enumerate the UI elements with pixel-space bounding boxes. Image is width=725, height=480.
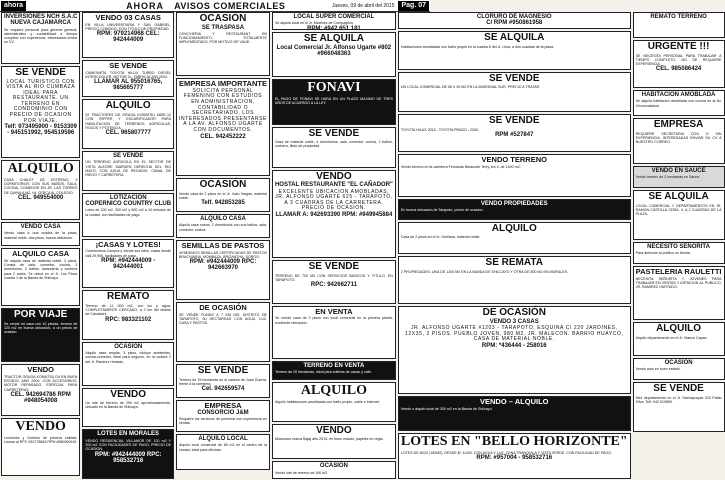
ad-body: LOCAL COMERCIAL Y DEPARTAMENTOS EN JR. RAMON CASTILLA CDRA. 4, A 2 CUADRAS DE LA PLAZA. (635, 203, 722, 217)
classified-ad (176, 302, 270, 362)
classified-ad (82, 99, 174, 149)
ad-title: CLORURO DE MAGNESIO (476, 14, 552, 20)
ad-body: Lechones y Gorritos de primera calidad. Llamar al RPC 991778863 RPM #980060915 (4, 435, 78, 444)
ad-title: SE ALQUILA (484, 32, 545, 44)
ad-body: Alquilo casa amplia, 3 pisos, incluye ambientes, cocina-comedor, ideal para negocio, en la cuadra 2 del Jr. Ramirez Hurtado. (85, 351, 172, 364)
ad-body: Lotes de 200 m2, 300 m2 y 500 m2 a 10 minutos de la ciudad, con facilidades de pago. (85, 208, 172, 217)
ad-body: En buena ubicacion de Tarapoto, precio de ocasion. (400, 207, 484, 212)
ad-body: UN TERRENO AGRICOLA EN EL SECTOR DE VISTA ALEGRE MARGEN DERECHA DEL RIO MAYO, CON AGUA DE REGADIO, CANAL DE RIEGO Y CARRETERA. (85, 160, 172, 178)
classified-ad (176, 178, 270, 212)
ad-title: SE VENDE (308, 261, 360, 273)
classified-ad (633, 358, 725, 380)
ad-title: VENDO (316, 170, 352, 182)
ad-body: UN LOCAL COMERCIAL DE 08 X 30 M2 EN LA MARGINAL SUR, PRECIO A TRATAR. (400, 85, 541, 90)
ad-title: VENDO EN SAUCE (651, 168, 706, 174)
ad-phone: RPM: 979214968 CEL: 942444009 (96, 31, 160, 44)
column-4 (272, 12, 396, 479)
ad-subtitle: SE TRASPASA (201, 24, 245, 31)
classified-ad (398, 433, 631, 479)
classified-ad (176, 240, 270, 300)
column-6 (633, 12, 725, 479)
ad-title: ALQUILO (300, 383, 367, 399)
ad-phone: CEL. 942694786 RPM #948054008 (10, 392, 71, 405)
ad-phone: RPM: #942444009 RPC: 942663970 (189, 259, 257, 272)
ad-title: ALQUILO (656, 323, 702, 334)
ad-title: SE ALQUILA (303, 33, 364, 44)
ad-title: SE REMATA (485, 257, 543, 269)
ad-body: CAMIONETA TOYOTA HILUX TURBO DIESEL INTERCOOLER, MOTOR 3L, FABRICACION 2003. (85, 70, 172, 79)
ad-body: Terreno de 11 000 m2, con luz y agua, COMPLETAMENTE CERCADO, a 2 km del distrito de Cacatachi. (85, 303, 172, 317)
ad-phone: RPM: #957004 - 958532716 (476, 454, 553, 461)
ad-title: VENDO CASA (20, 224, 61, 230)
classified-ad (633, 12, 725, 38)
classified-ad (272, 424, 396, 459)
masthead (0, 0, 430, 12)
column-3 (176, 12, 270, 479)
ad-phone: #966048363 (317, 50, 351, 57)
ad-body: Alquilo habitaciones amobladas con baño propio, cable e internet. (274, 400, 380, 405)
classified-ad (272, 461, 396, 479)
classified-ad (398, 154, 631, 196)
ad-body: VENDO RESIDENCIAL VILLAMOR DE 120 m2 Y 200 m2 CON FACILIDADES DE PAGO, PRECIO DE OCASION. (85, 438, 172, 452)
ad-body: Vendo auto en buen estado. (635, 367, 681, 372)
ad-body: EN VILLA UNIVERSITARIA Y SAN GABRIEL, PRECIO COMODO, CON TITULO DE PROPIEDAD. (85, 22, 172, 32)
ad-body: Se vende casa de 2 pisos con local comercial en la primera planta, excelente ubicacion. (274, 316, 393, 325)
classified-ad (398, 12, 631, 29)
ad-title: VENDO TERRENO (481, 155, 547, 165)
ad-title: SE VENDE (653, 383, 704, 394)
column-5 (398, 12, 631, 479)
ad-body: Casa de material noble, 4 dormitorios, sala, comedor, cocina, 2 baños, cochera, titulo de propiedad. (274, 140, 393, 149)
classified-ad (633, 90, 725, 116)
classified-ad (1, 222, 80, 246)
classified-ad (1, 364, 80, 416)
ad-title: VENDO – ALQUILO (480, 397, 549, 407)
classified-ad (82, 388, 174, 428)
ad-title: DE OCASIÓN (199, 303, 247, 312)
ad-body: Alquilo casa nueva, 2 dormitorios con sus baños, sala, comedor, cocina. (179, 223, 267, 232)
ad-phone: CEL. 949554000 (17, 194, 64, 201)
ad-body: CEVICHERIA Y RESTAURANT EN FUNCIONAMIENTO, TOTALMENTE IMPLEMENTADO, POR MOTIVO DE VIAJE. (179, 31, 267, 45)
ad-title: HABITACION AMOBLADA (641, 92, 716, 98)
ad-title: OCASIÓN (319, 463, 348, 470)
ad-phone: Telf: 973495900 - 9153309 - 945151992, 954519596 (4, 124, 77, 137)
classified-ad (398, 72, 631, 112)
ad-phone: Cel. 942659574 (201, 386, 245, 393)
ad-title: SE VENDE (15, 67, 66, 78)
classified-ad (82, 429, 174, 479)
ad-body: Vendo casa de 2 pisos en el Jr. Juan Vargas, material noble. (179, 191, 267, 200)
classified-ad (398, 114, 631, 152)
classified-ad (398, 306, 631, 394)
classified-ad (176, 400, 270, 432)
ad-phone: LLAMAR A: 942693390 RPM: #949945884 (275, 212, 393, 218)
ad-body: Se alquila habitacion amoblada con cocina en la Av. Circunvalacion. (635, 99, 722, 108)
ad-title: ALQUILO LOCAL (198, 436, 248, 442)
ad-body: Habitaciones amobladas con baño propio en la cuadra 6 del Jr. Lima, a dos cuadras de la plaza. (400, 44, 555, 49)
ad-title: ALQUILO CASA (12, 249, 70, 258)
classified-ad (398, 222, 631, 255)
classified-ad (272, 170, 396, 258)
classified-ad (633, 190, 725, 240)
ad-title: EN VENTA (315, 306, 353, 316)
classified-ad (398, 199, 631, 220)
classified-ad (633, 242, 725, 264)
classified-ad (1, 308, 80, 362)
classified-ad (272, 260, 396, 303)
ad-subtitle: COPERNICO COUNTRY CLUB (85, 201, 172, 208)
ad-body: SE VENDE FUNDO A 7 KM DEL DISTRITO DE TARAPOTO, 50 HECTAREAS CON AGUA, LUZ, CASA Y PASTOS. (179, 312, 267, 326)
ad-title: LOTES EN "BELLO HORIZONTE" (400, 433, 628, 449)
ad-body: Para atencion al publico en tienda. (635, 251, 691, 256)
issue-date: Jueves, 09 de abril del 2015 (331, 2, 395, 9)
ad-body: Vendo terreno de 2 hectareas en Sauce. (635, 175, 701, 180)
ad-body: Terreno de 20 hectareas, ideal para cultivos de cacao y cafe. (274, 370, 372, 375)
ad-body: Mini departamento en el Jr. Sachapuquio 315 Pablo Silva. Telf: 942 519890. (635, 395, 722, 404)
classified-ad (82, 60, 174, 98)
ad-title: REMATO TERRENO (650, 14, 707, 20)
ad-phone: C/ RPM #950861958 (486, 20, 543, 27)
ad-title: SE VENDE (109, 60, 148, 70)
ad-body: TOYOTA HILUX 2010 - TOYOTA PRADO - 2000. (400, 127, 480, 132)
classified-ad (633, 166, 725, 188)
logo[interactable]: ahora (1, 1, 26, 11)
ad-title: SE ALQUILA (648, 191, 709, 202)
ad-body: Terreno de 15 hectareas en el caserio de Juan Guerra, frente a la carretera. (179, 377, 267, 386)
classified-ad (633, 322, 725, 356)
classified-ad (272, 12, 396, 30)
ad-title: ALQUILO (491, 222, 537, 234)
ad-phone: RPM: #942 651 181 (307, 25, 361, 32)
classified-ad (1, 12, 80, 64)
ad-title: NECESITO SEÑORITA (647, 244, 710, 250)
classified-ad (272, 79, 396, 124)
classified-ad (398, 396, 631, 431)
ad-body: Alquilo departamento en el Jr. Manco Capac. (635, 335, 708, 340)
column-1 (1, 12, 80, 479)
ad-title: VENDO 03 CASAS (95, 13, 161, 22)
ad-body: TERRENO DE 700 M2 CON SERVICIOS BASICOS Y TITULO, EN TARAPOTO. (274, 273, 393, 283)
classified-ad (398, 256, 631, 304)
ad-title: SE VENDE (197, 365, 249, 376)
ad-body: Motocarro marca Bajaj año 2014, en buen estado, papeles en regla. (274, 437, 384, 442)
ad-body: Se vende mi casa con 10 piezas, terreno de 120 m2 en buena ubicacion, a un precio de ocasion. (4, 321, 78, 335)
ad-subtitle: NUEVA CAJAMARCA (10, 20, 72, 27)
ad-phone: RPM #527847 (495, 131, 534, 138)
ad-title: SE VENDE (488, 72, 540, 84)
ad-phone: CEL. 985086424 (655, 66, 702, 73)
ad-title: OCASIÓN (199, 13, 247, 24)
ad-title: EMPRESA (204, 401, 242, 410)
classified-ad (1, 66, 80, 158)
ad-title: ALQUILO (105, 100, 151, 112)
classified-ad (82, 12, 174, 58)
ad-body: LOCAL TURISTICO CON VISTA AL RIO CUMBAZA IDEAL PARA RESTAURANTE. UN TERRENO EN CONDOMINIO CON PRECIO DE OCASION POR VIAJE. (6, 78, 76, 124)
ad-title: SE VENDE (308, 127, 360, 139)
ad-body: Se requiere personal para gerente general, administrativo y contabilidad a tiempo completo con experiencia, interesados enviar su CV. (4, 27, 78, 45)
ad-body: VENDEMOS SEMILLAS CERTIFICADAS DE PASTOS BRACHIARIA, MOMBAZA, BRIZANTHA, SORGO. (179, 250, 267, 260)
ad-body: CASA CHALET DE ESTRENO, 3 DORMITORIOS CON SUS BAÑOS, SALA, COCINA, COMEDOR EN JR. LAS TORRES DE QUINILA MZ. HL CERCA AL COLEGIO. (4, 177, 78, 195)
ad-title: ALQUILO CASA (200, 216, 246, 222)
ad-body: TRACTOR ORUGA KOMATSU D4 EN BUEN ESTADO, ANO 2009, CON ACCESORIOS, MOTOR REPARADO. ESPECIAL PARA CARRETERAS. (4, 374, 78, 392)
classified-ad (176, 78, 270, 176)
classified-ad (272, 382, 396, 421)
ad-body: LOTES DE 8X20 (160M2), DESDE $/. 6,000, CON AGUA Y LUZ, ZONA TRANQUILA Y VISTA VERDE. CON FACILIDAD DE PAGO. (400, 450, 612, 455)
classified-ad (176, 214, 270, 238)
ad-title: PASTELERIA RAULETTI (635, 267, 722, 276)
ad-title: OCASIÓN (199, 179, 247, 190)
ad-title: ALQUILO (7, 161, 74, 176)
ad-body: 2 PROPIEDADES: UNA DE 1200 M2 EN LA BANDA DE SHILCAYO Y OTRA DE 800 M2 EN MORALES. (400, 269, 569, 274)
ad-body: SE NECESITA PERSONAL PARA TRABAJAR A TIEMPO COMPLETO, NO SE REQUIERE EXPERIENCIA. (635, 53, 722, 67)
ad-body: NECESITA SEÑORITA Y JOVENES PARA TRABAJAR EN VENTAS Y ATENCION AL PUBLICO, JR. RAMIREZ HURTADO. (635, 276, 722, 290)
ad-title: EMPRESA (653, 119, 704, 130)
ad-body: Vendo casa a una cuadra de la plaza, material noble, dos pisos, buena ubicacion. (4, 231, 78, 240)
ad-subtitle: VENDO 3 CASAS (489, 318, 539, 325)
ad-title: LOTES EN MORALES (97, 431, 160, 438)
ad-title: DE OCASIÓN (482, 307, 546, 319)
ad-title: LOCAL SUPER COMERCIAL (293, 14, 375, 20)
classified-ad (176, 434, 270, 470)
classified-ad (633, 118, 725, 164)
ad-title: FONAVI (307, 80, 361, 96)
ad-title: REMATO (106, 291, 150, 303)
classified-ad (82, 193, 174, 237)
ad-body: Vendo o alquilo local de 300 m2 en la Banda de Shilcayo. (400, 407, 493, 412)
ad-body: Casa de 2 pisos en el Jr. Orellana, material noble. (400, 235, 481, 240)
classified-ad (82, 239, 174, 289)
ad-subtitle: CONSORCIO J&M (197, 409, 249, 416)
ad-body: Construimos Compra y Vende sus lotes, casas desde us$ 29,900, facilidades de pago. (85, 249, 172, 258)
ad-phone: LLAMAR AL 955016765, 985665777 (94, 79, 163, 92)
ad-body: Vendo terreno en la carretera Fernando Belaunde Terry, km 4, de 1400 m2. (400, 165, 521, 170)
ad-title: EMPRESA IMPORTANTE (179, 79, 267, 88)
ad-phone: Telf. 942853285 (201, 200, 245, 207)
ad-title: OCASIÓN (664, 360, 693, 366)
ad-body: 02 TRACTORES DE ORUGA KOMATSU D65E-12 CON RIPPER Y ESCARIFICADOR PARA HABILITACION DE TERRENOS AGRICOLAS, ROZOS Y POTENCIA. (85, 112, 172, 130)
ad-title: VENDO (27, 365, 55, 374)
ad-title: ¡CASAS Y LOTES! (95, 239, 161, 249)
classified-ad (272, 361, 396, 381)
classified-ad (82, 342, 174, 386)
classified-ad (272, 32, 396, 77)
classified-ad (633, 266, 725, 320)
brand-title: AHORA (126, 0, 165, 11)
ad-phone: RPC: 983321102 (105, 316, 152, 323)
ad-body: Se alquila local en el Jr. Martinez de Compagñon. (274, 21, 355, 26)
ad-phone: RPM: #942444009 RPC: 958532716 (94, 451, 162, 464)
ad-phone: CEL. 942452222 (200, 133, 246, 140)
classified-columns (1, 12, 722, 479)
ad-body: Vendo lote de terreno de 160 m2. (274, 470, 329, 475)
ad-title: POR VIAJE (14, 309, 68, 320)
classified-ad (272, 306, 396, 359)
ad-body: JR. ALFONSO UGARTE #1203 - TARAPOTO, ESQUINA C/ 220 JARDINES, 12X35, 2 PISOS. PUEBLO JOVEN, 980 M2. JR. MALECON. BARRIO HUAYCO, CASA DE MATERIAL NOBLE. (405, 325, 624, 343)
classified-ad (82, 290, 174, 340)
ad-body: EL PAGO DE FONAVI SE HARA EN UN PLAZO MAXIMO DE TRES AÑOS DE ACUERDO A LA LEY. (274, 96, 393, 106)
classified-ad (176, 364, 270, 398)
ad-body: Se alquila casa de material noble, 2 pisos. Consta de sala, comedor, cocina, 3 dormitorios, 2 baños, lavanderia y cochera para 2 autos. Se ubica en el Jr. Los Pinos cuadra 1 de la Banda de Shilcayo. (4, 258, 78, 281)
ad-title: SE VENDE (488, 115, 540, 127)
classified-ad (1, 248, 80, 306)
ad-subtitle: Local Comercial Jr. Alfonso Ugarte #802 (276, 44, 392, 51)
classified-ad (633, 40, 725, 88)
column-2 (82, 12, 174, 479)
classified-ad (633, 382, 725, 432)
classified-ad (1, 418, 80, 476)
ad-title: LOTIZACION (109, 194, 147, 201)
classified-ad (82, 151, 174, 191)
ad-body: EXCELENTE UBICACION AMOBLADAS, JR. ALFONSO UGARTE 625 - TARAPOTO, A 3 CUADRAS DE LA CARRETERA. PRECIO DE OCASION. (275, 188, 393, 212)
classified-ad (272, 127, 396, 168)
ad-title: VENDO (110, 388, 146, 400)
section-title: AVISOS COMERCIALES (174, 0, 286, 11)
ad-phone: CEL. 965807777 (105, 130, 151, 137)
ad-phone: RPM: *436444 - 258016 (481, 342, 547, 349)
ad-body: Requiere los servicios de personal con experiencia en ventas. (179, 417, 267, 426)
ad-phone: RPC: 942662711 (310, 282, 357, 289)
ad-title: VENDO (15, 419, 66, 434)
ad-title: TERRENO EN VENTA (303, 362, 365, 369)
classified-ad (1, 160, 80, 220)
ad-title: INVERSIONES NCH S.A.C (4, 14, 78, 20)
classified-ad (176, 12, 270, 76)
page-number: Pag. 07 (398, 1, 429, 11)
ad-title: SEMILLAS DE PASTOS (181, 241, 265, 250)
ad-title: SE VENDE (113, 153, 144, 160)
classified-ad (398, 31, 631, 69)
ad-phone: RPM: #942444009 - 942444001 (101, 258, 156, 271)
ad-title: VENDO PROPIEDADES (480, 200, 548, 207)
ad-title: URGENTE !!! (647, 41, 710, 52)
ad-body: Un lote de terreno de 290 m2 aproximadamente, ubicado en la Banda de Shilcayo. (85, 401, 172, 410)
ad-title: OCASION (114, 343, 143, 350)
ad-subtitle: HOSTAL RESTAURANTE "EL CAÑADOR" (274, 182, 393, 189)
ad-body: SOLICITA PERSONAL FEMENINO CON ESTUDIOS EN ADMINISTRACION, CONTABILIDAD O SECRETARIADO. LOS INTERESADOS PRESENTARSE A LA AV. ALFONSO UGARTE CON DOCUMENTOS. (179, 87, 267, 134)
ad-body: Alquilo local comercial de 80 m2 en el centro de la ciudad, ideal para oficinas. (179, 443, 267, 452)
ad-title: VENDO (316, 424, 352, 436)
ad-body: REQUIERE SECRETARIA CON O SIN EXPERIENCIA, INTERESADAS ENVIAR SU CV A NUESTRO CORREO. (635, 131, 722, 145)
